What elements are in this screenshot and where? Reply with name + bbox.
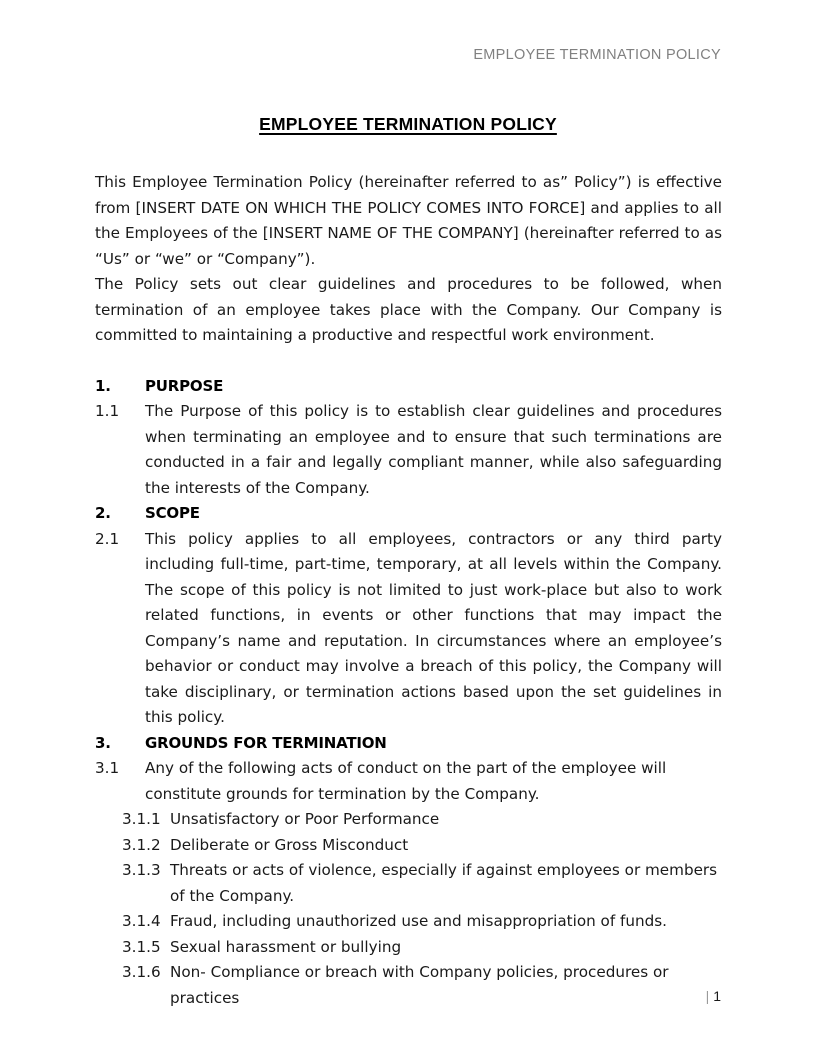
list-item bbox=[95, 858, 722, 909]
clause-text-1-1: The Purpose of this policy is to establish clear guidelines and procedures when terminating an employee and to ensure that such terminations are conducted in a fair and legally compliant manner, while also safeguarding the interests of the Company. bbox=[145, 402, 722, 497]
page-title bbox=[95, 114, 721, 135]
section-title-2: SCOPE bbox=[145, 504, 200, 522]
document-body bbox=[95, 170, 722, 1011]
clause-text-2-1: This policy applies to all employees, contractors or any third party including full-time, part-time, temporary, at all levels within the Company. The scope of this policy is not limited to just work-place but also to work related functions, in events or other functions that may impact the Company’s name and reputation. In circumstances where an employee’s behavior or conduct may involve a breach of this policy, the Company will take disciplinary, or termination actions based upon the set guidelines in this policy. bbox=[145, 529, 722, 726]
subclause-number-3-1-5: 3.1.5 bbox=[122, 937, 161, 956]
list-item bbox=[95, 909, 722, 935]
clause-number-3-1: 3.1 bbox=[95, 759, 120, 777]
clause-3-1 bbox=[95, 756, 722, 807]
section-number-2: 2. bbox=[95, 504, 111, 522]
subclause-text-3-1-2: Deliberate or Gross Misconduct bbox=[170, 835, 409, 854]
section-heading-1 bbox=[95, 374, 722, 400]
clause-number-1-1: 1.1 bbox=[95, 402, 120, 420]
page-title-text: EMPLOYEE TERMINATION POLICY bbox=[259, 114, 557, 134]
section-heading-3 bbox=[95, 731, 722, 757]
section-number-3: 3. bbox=[95, 733, 111, 752]
spacer bbox=[95, 349, 722, 374]
subclause-number-3-1-1: 3.1.1 bbox=[122, 810, 161, 828]
section-title-1: PURPOSE bbox=[145, 376, 224, 395]
section-number-1: 1. bbox=[95, 376, 111, 395]
subclause-number-3-1-6: 3.1.6 bbox=[122, 963, 161, 981]
subclause-text-3-1-6: Non- Compliance or breach with Company policies, procedures or practices bbox=[170, 963, 669, 1007]
intro-paragraph-1: This Employee Termination Policy (hereinafter referred to as” Policy”) is effective from [INSERT DATE ON WHICH THE POLICY COMES INTO FORCE] and applies to all the Employees of the [INSERT NAME OF THE COMPANY] (hereinafter referred to as “Us” or “we” or “Company”). bbox=[95, 173, 722, 268]
section-heading-2 bbox=[95, 501, 722, 527]
subclause-number-3-1-4: 3.1.4 bbox=[122, 912, 161, 930]
intro-paragraph-2: The Policy sets out clear guidelines and procedures to be followed, when termination of an employee takes place with the Company. Our Company is committed to maintaining a productive and respectful work environment. bbox=[95, 275, 722, 344]
subclause-text-3-1-1: Unsatisfactory or Poor Performance bbox=[170, 810, 440, 828]
section-title-3: GROUNDS FOR TERMINATION bbox=[145, 733, 387, 752]
page-number: 1 bbox=[713, 988, 721, 1004]
subclause-text-3-1-4: Fraud, including unauthorized use and misappropriation of funds. bbox=[170, 912, 668, 930]
list-item bbox=[95, 833, 722, 859]
subclause-text-3-1-5: Sexual harassment or bullying bbox=[170, 937, 402, 956]
clause-text-3-1: Any of the following acts of conduct on the part of the employee will constitute grounds for termination by the Company. bbox=[145, 759, 667, 803]
subclause-text-3-1-3: Threats or acts of violence, especially if against employees or members of the Company. bbox=[170, 861, 718, 905]
running-header: EMPLOYEE TERMINATION POLICY bbox=[473, 47, 721, 63]
list-item bbox=[95, 807, 722, 833]
clause-1-1 bbox=[95, 399, 722, 501]
subclause-number-3-1-3: 3.1.3 bbox=[122, 861, 161, 879]
clause-2-1 bbox=[95, 527, 722, 731]
footer-separator: | bbox=[705, 988, 710, 1004]
list-item bbox=[95, 935, 722, 961]
subclause-number-3-1-2: 3.1.2 bbox=[122, 835, 161, 854]
clause-number-2-1: 2.1 bbox=[95, 529, 120, 548]
page-footer bbox=[95, 988, 721, 1004]
